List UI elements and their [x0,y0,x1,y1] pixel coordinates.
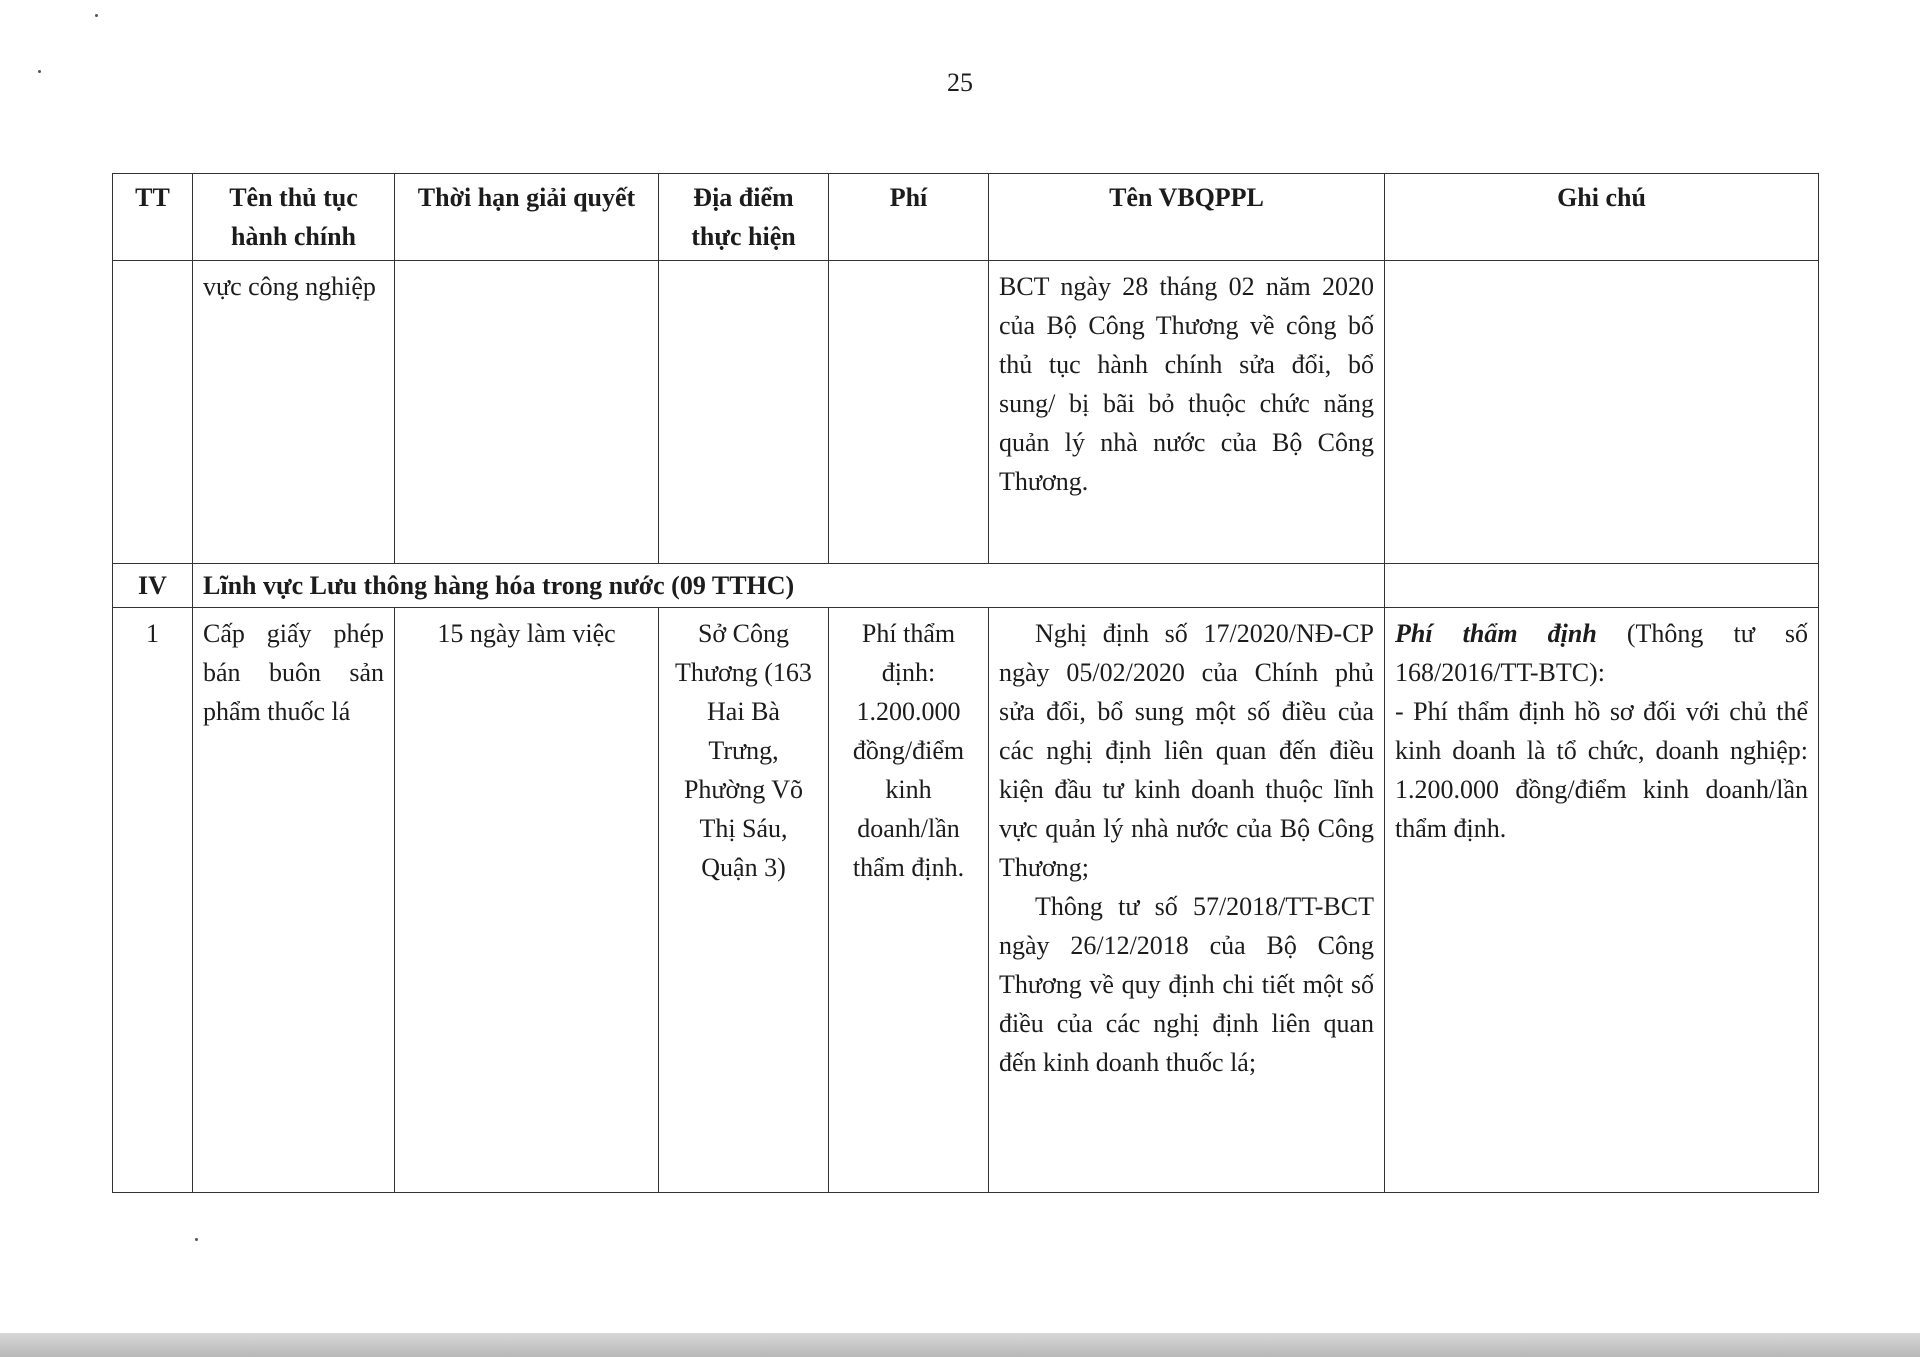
page-number: 25 [947,68,973,97]
table-header-row [113,174,1819,261]
header-fee: Phí [829,174,989,261]
header-tt: TT [113,174,193,261]
cell-procedure-name: Cấp giấy phép bán buôn sản phẩm thuốc lá [193,608,395,1193]
cell-note-empty [1385,261,1819,564]
cell-deadline-empty [395,261,659,564]
section-row [113,564,1819,608]
header-location: Địa điểm thực hiện [659,174,829,261]
section-number: IV [113,564,193,608]
legal-decree: Nghị định số 17/2020/NĐ-CP ngày 05/02/2020 của Chính phủ sửa đổi, bổ sung một số điều của các nghị định liên quan đến điều kiện đầu tư kinh doanh thuộc lĩnh vực quản lý nhà nước của Bộ Công Thương; [999,619,1374,882]
cell-legal-continued: BCT ngày 28 tháng 02 năm 2020 của Bộ Công Thương về công bố thủ tục hành chính sửa đổi, bổ sung/ bị bãi bỏ thuộc chức năng quản lý nhà nước của Bộ Công Thương. [989,261,1385,564]
procedures-table [112,173,1819,1193]
scan-speck [95,14,98,17]
header-deadline: Thời hạn giải quyết [395,174,659,261]
table-row [113,608,1819,1193]
cell-deadline: 15 ngày làm việc [395,608,659,1193]
cell-tt: 1 [113,608,193,1193]
table-row-continuation [113,261,1819,564]
cell-fee: Phí thẩm định: 1.200.000 đồng/điểm kinh doanh/lần thẩm định. [829,608,989,1193]
note-body: - Phí thẩm định hồ sơ đối với chủ thể kinh doanh là tổ chức, doanh nghiệp: 1.200.000 đồng/điểm kinh doanh/lần thẩm định. [1395,697,1808,843]
cell-location: Sở Công Thương (163 Hai Bà Trưng, Phường Võ Thị Sáu, Quận 3) [659,608,829,1193]
legal-circular: Thông tư số 57/2018/TT-BCT ngày 26/12/2018 của Bộ Công Thương về quy định chi tiết một số điều của các nghị định liên quan đến kinh doanh thuốc lá; [999,892,1374,1077]
note-heading: Phí thẩm định [1395,619,1597,648]
cell-note [1385,608,1819,1193]
cell-legal-document [989,608,1385,1193]
cell-fee-empty [829,261,989,564]
cell-procedure-name-continued: vực công nghiệp [193,261,395,564]
header-legal-document: Tên VBQPPL [989,174,1385,261]
scan-edge-bar [0,1333,1920,1357]
scan-speck [38,70,41,73]
section-note-empty [1385,564,1819,608]
scan-speck [195,1238,198,1241]
cell-tt-empty [113,261,193,564]
note-reference: (Thông tư số 168/2016/TT-BTC): [1395,619,1808,687]
header-note: Ghi chú [1385,174,1819,261]
cell-location-empty [659,261,829,564]
header-procedure-name: Tên thủ tục hành chính [193,174,395,261]
section-title: Lĩnh vực Lưu thông hàng hóa trong nước (09 TTHC) [193,564,1385,608]
